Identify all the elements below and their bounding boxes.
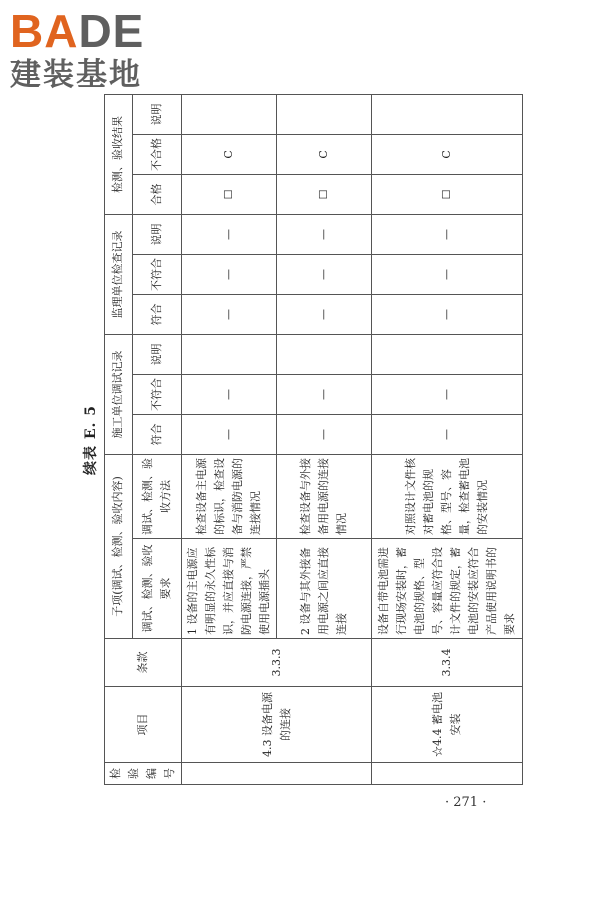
table-caption: 续表 E. 5 bbox=[83, 404, 99, 476]
inspection-table bbox=[104, 94, 523, 785]
logo-wordmark bbox=[10, 6, 180, 56]
logo-accent-letters: BA bbox=[10, 5, 79, 57]
rotated-table-page bbox=[80, 95, 600, 785]
header-code: 检验编号 bbox=[105, 763, 182, 785]
row-fail-mark[interactable]: C bbox=[277, 134, 372, 174]
header-fail: 不合格 bbox=[132, 134, 181, 174]
row-cons-nonconform: — bbox=[277, 375, 372, 415]
row-cons-conform: — bbox=[372, 415, 523, 455]
row-item: 4.3 设备电源的连接 bbox=[182, 687, 372, 763]
header-result: 检测、验收结果 bbox=[105, 94, 133, 214]
row-sup-note: — bbox=[277, 214, 372, 254]
row-sup-nonconform: — bbox=[277, 254, 372, 294]
header-cons-conform: 符合 bbox=[132, 415, 181, 455]
row-clause: 3.3.3 bbox=[182, 639, 372, 687]
row-pass-checkbox[interactable]: ☐ bbox=[372, 174, 523, 214]
header-requirement: 调试、检测、验收要求 bbox=[132, 539, 181, 639]
table-row bbox=[182, 94, 277, 784]
row-code bbox=[372, 763, 523, 785]
row-sup-conform: — bbox=[372, 294, 523, 334]
row-method: 对照设计文件核对蓄电池的规格、型号、容量，检查蓄电池的安装情况 bbox=[372, 455, 523, 539]
row-sup-conform: — bbox=[182, 294, 277, 334]
row-fail-mark[interactable]: C bbox=[372, 134, 523, 174]
row-cons-nonconform: — bbox=[372, 375, 523, 415]
row-requirement: 设备自带电池需进行现场安装时，蓄电池的规格、型号、容量应符合设计文件的规定，蓄电池的安装应符合产品使用说明书的要求 bbox=[372, 539, 523, 639]
header-supervision: 监理单位检查记录 bbox=[105, 214, 133, 334]
row-sup-note: — bbox=[372, 214, 523, 254]
logo-rest-letters: DE bbox=[78, 5, 145, 57]
row-cons-nonconform: — bbox=[182, 375, 277, 415]
header-construction: 施工单位调试记录 bbox=[105, 334, 133, 454]
page-number: · 271 · bbox=[445, 795, 487, 810]
row-sup-nonconform: — bbox=[372, 254, 523, 294]
row-cons-note bbox=[182, 334, 277, 374]
row-result-note bbox=[277, 94, 372, 134]
row-requirement: 2 设备与其外接备用电源之间应直接连接 bbox=[277, 539, 372, 639]
header-sup-nonconform: 不符合 bbox=[132, 254, 181, 294]
row-cons-note bbox=[372, 334, 523, 374]
row-result-note bbox=[182, 94, 277, 134]
header-result-note: 说明 bbox=[132, 94, 181, 134]
row-sup-nonconform: — bbox=[182, 254, 277, 294]
header-item: 项目 bbox=[105, 687, 182, 763]
header-cons-note: 说明 bbox=[132, 334, 181, 374]
table-row bbox=[372, 94, 523, 784]
row-method: 检查设备与外接备用电源的连接情况 bbox=[277, 455, 372, 539]
header-sup-note: 说明 bbox=[132, 214, 181, 254]
row-cons-note bbox=[277, 334, 372, 374]
row-sup-conform: — bbox=[277, 294, 372, 334]
header-sup-conform: 符合 bbox=[132, 294, 181, 334]
row-requirement: 1 设备的主电源应有明显的永久性标识，并应直接与消防电源连接，严禁使用电源插头 bbox=[182, 539, 277, 639]
row-clause: 3.3.4 bbox=[372, 639, 523, 687]
logo-subtitle: 建装基地 bbox=[10, 57, 142, 93]
row-result-note bbox=[372, 94, 523, 134]
row-sup-note: — bbox=[182, 214, 277, 254]
header-pass: 合格 bbox=[132, 174, 181, 214]
bade-logo bbox=[10, 6, 180, 94]
row-pass-checkbox[interactable]: ☐ bbox=[182, 174, 277, 214]
row-cons-conform: — bbox=[182, 415, 277, 455]
header-clause: 条款 bbox=[105, 639, 182, 687]
row-pass-checkbox[interactable]: ☐ bbox=[277, 174, 372, 214]
row-item: ☆4.4 蓄电池安装 bbox=[372, 687, 523, 763]
row-cons-conform: — bbox=[277, 415, 372, 455]
header-subitem: 子项(调试、检测、验收内容) bbox=[105, 455, 133, 639]
header-cons-nonconform: 不符合 bbox=[132, 375, 181, 415]
row-method: 检查设备主电源的标识，检查设备与消防电源的连接情况 bbox=[182, 455, 277, 539]
row-fail-mark[interactable]: C bbox=[182, 134, 277, 174]
header-method: 调试、检测、验收方法 bbox=[132, 455, 181, 539]
row-code bbox=[182, 763, 372, 785]
